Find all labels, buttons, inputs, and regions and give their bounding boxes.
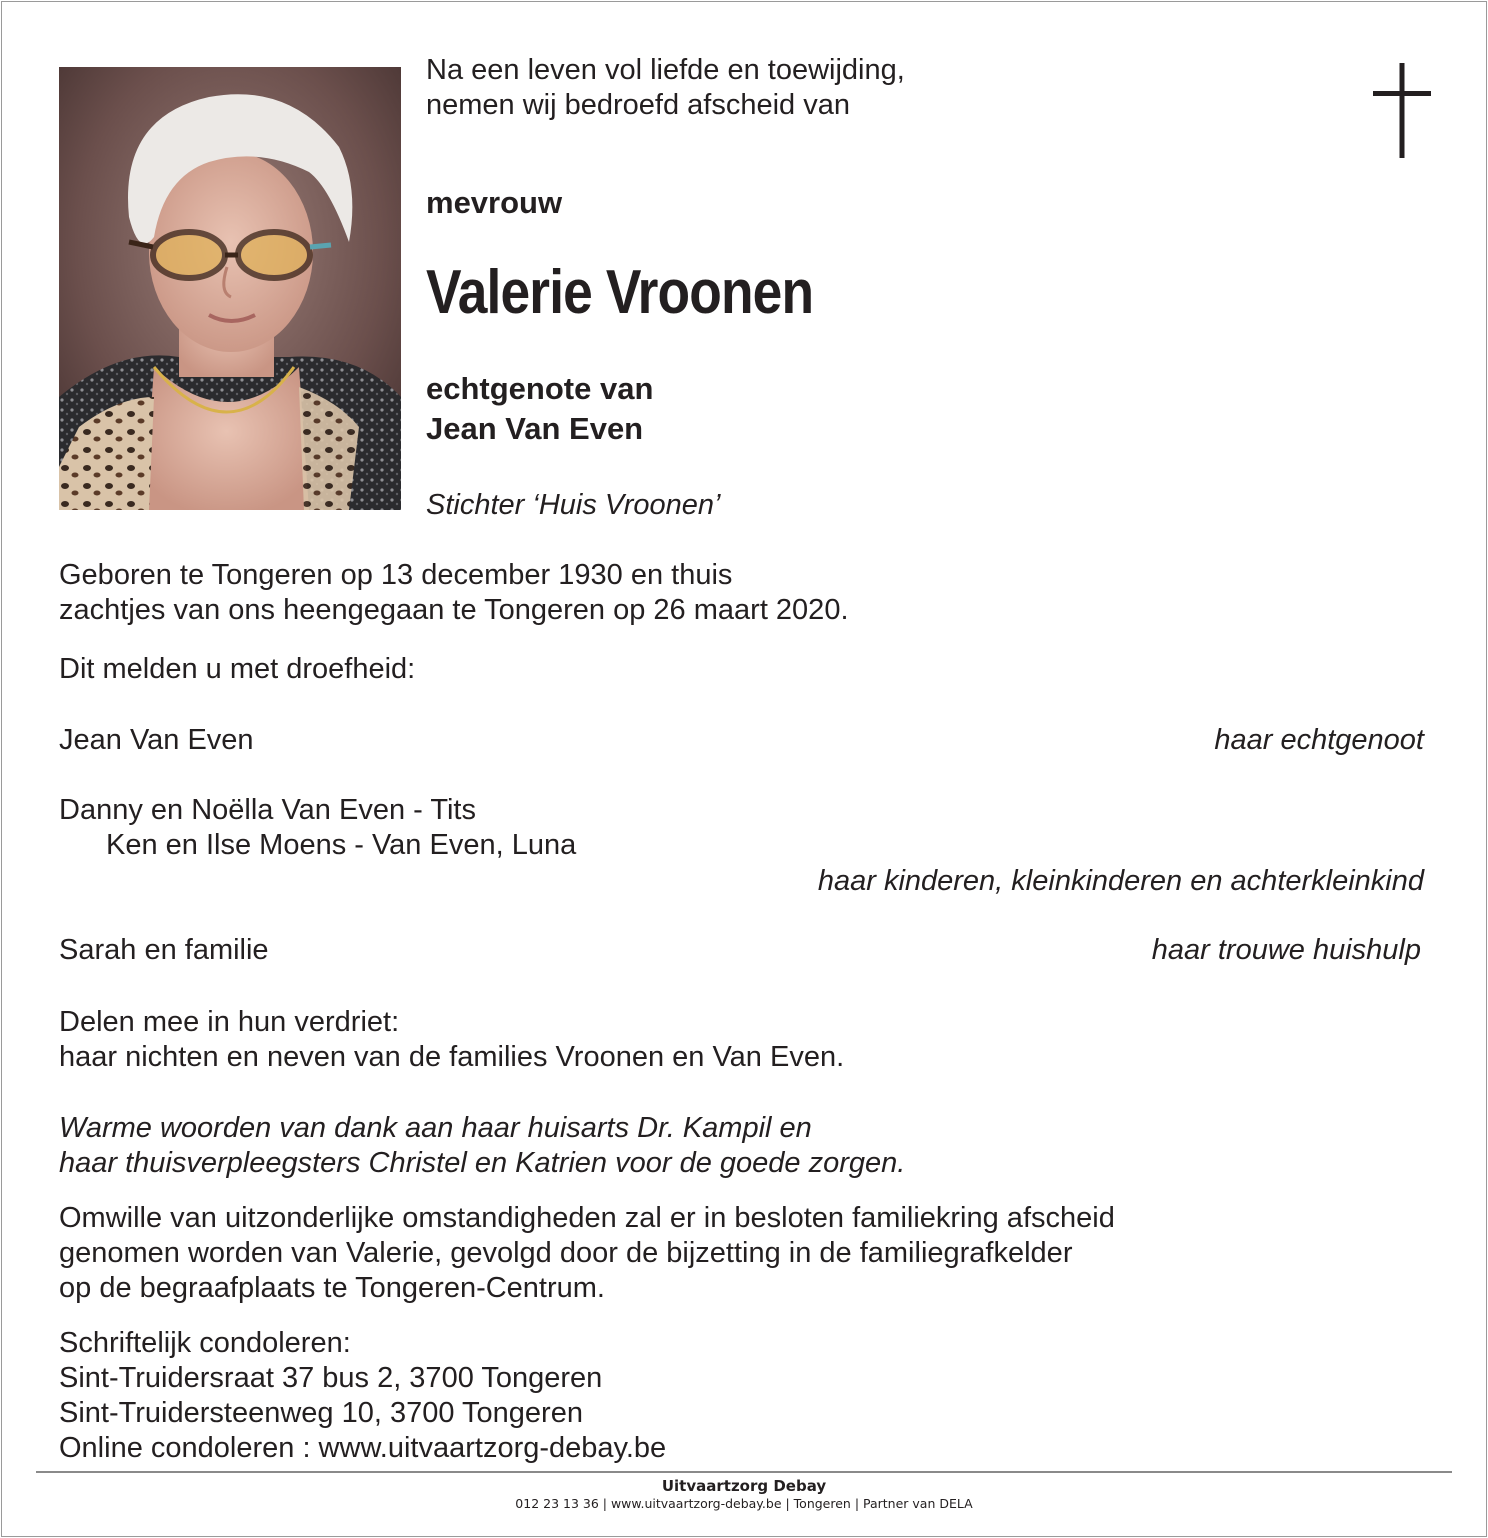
footer-info: 012 23 13 36 | www.uitvaartzorg-debay.be | Tongeren | Partner van DELA	[515, 1496, 973, 1511]
condolences-heading: Schriftelijk condoleren:	[59, 1327, 351, 1359]
condolences-text	[59, 1326, 666, 1466]
birth-line: Geboren te Tongeren op 13 december 1930 en thuis	[59, 559, 733, 591]
condolences-address: Sint-Truidersteenweg 10, 3700 Tongeren	[59, 1397, 583, 1429]
founder-note: Stichter ‘Huis Vroonen’	[426, 489, 721, 521]
family-children-role: haar kinderen, kleinkinderen en achterkleinkind	[817, 865, 1424, 897]
family-spouse-role: haar echtgenoot	[1214, 724, 1424, 756]
thanks-line: haar thuisverpleegsters Christel en Katrien voor de goede zorgen.	[59, 1147, 906, 1179]
condolences-address: Sint-Truidersraat 37 bus 2, 3700 Tongeren	[59, 1362, 603, 1394]
intro-line: Na een leven vol liefde en toewijding,	[426, 54, 905, 86]
footer-divider	[36, 1471, 1452, 1473]
condolences-online: Online condoleren : www.uitvaartzorg-debay.be	[59, 1432, 667, 1464]
share-text	[59, 1005, 844, 1075]
spouse-name: Jean Van Even	[426, 411, 644, 446]
spouse-label: echtgenote van	[426, 371, 654, 406]
deceased-name: Valerie Vroonen	[426, 258, 814, 327]
family-spouse-name: Jean Van Even	[59, 724, 254, 756]
intro-line: nemen wij bedroefd afscheid van	[426, 89, 850, 121]
family-children: Danny en Noëlla Van Even - Tits	[59, 794, 476, 826]
spouse-block	[426, 369, 653, 449]
birth-death-text	[59, 558, 849, 628]
cross-icon	[1373, 63, 1431, 158]
footer-company: Uitvaartzorg Debay	[661, 1477, 827, 1495]
ceremony-line: Omwille van uitzonderlijke omstandigheden zal er in besloten familiekring afscheid	[59, 1202, 1115, 1234]
family-grandchildren: Ken en Ilse Moens - Van Even, Luna	[106, 829, 577, 861]
share-line: Delen mee in hun verdriet:	[59, 1006, 400, 1038]
portrait-photo	[59, 67, 401, 510]
family-help-name: Sarah en familie	[59, 934, 269, 966]
thanks-text	[59, 1111, 905, 1181]
thanks-line: Warme woorden van dank aan haar huisarts Dr. Kampil en	[59, 1112, 812, 1144]
share-line: haar nichten en neven van de families Vroonen en Van Even.	[59, 1041, 845, 1073]
intro-text	[426, 53, 905, 123]
birth-line: zachtjes van ons heengegaan te Tongeren op 26 maart 2020.	[59, 594, 849, 626]
announce-text: Dit melden u met droefheid:	[59, 653, 416, 685]
ceremony-line: op de begraafplaats te Tongeren-Centrum.	[59, 1272, 605, 1304]
ceremony-line: genomen worden van Valerie, gevolgd door de bijzetting in de familiegrafkelder	[59, 1237, 1073, 1269]
honorific: mevrouw	[426, 185, 563, 220]
family-help-role: haar trouwe huishulp	[1151, 934, 1421, 966]
ceremony-text	[59, 1201, 1115, 1306]
